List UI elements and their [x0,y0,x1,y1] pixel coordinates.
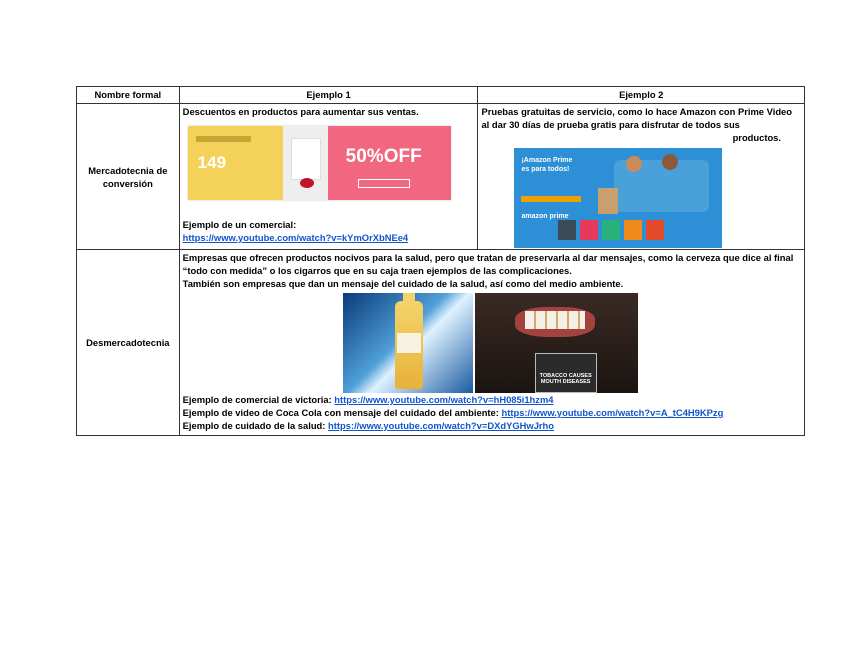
row-label-conversion [77,104,180,250]
commercial-label: Ejemplo de un comercial: [182,219,297,230]
demarketing-images [343,293,801,393]
comparison-table [76,86,805,436]
cell-text: Empresas que ofrecen productos nocivos para la salud, pero que tratan de preservarla al dar mensajes, como la cerveza que dice al final “todo con medida” o los cigarros que en su caja traen ejemplos de las complicaciones. [182,252,794,276]
header-ejemplo-2: Ejemplo 2 [478,87,805,104]
table-header-row [77,87,805,104]
tobacco-warning-text: TOBACCO CAUSES MOUTH DISEASES [539,373,592,385]
header-nombre-formal: Nombre formal [77,87,180,104]
discount-banner-image [188,126,451,200]
header-ejemplo-1: Ejemplo 1 [179,87,478,104]
row-label-text: Desmercadotecnia [86,337,170,348]
corona-beer-image [343,293,473,393]
cell-text: Pruebas gratuitas de servicio, como lo hace Amazon con Prime Video al dar 30 días de prueba gratis para disfrutar de todos sus [481,106,792,130]
amazon-headline: ¡Amazon Prime es para todos! [521,157,573,173]
table-row [77,250,805,436]
youtube-link[interactable]: https://www.youtube.com/watch?v=kYmOrXbNEe4 [182,232,409,243]
cell-desmercadotecnia [179,250,804,436]
example-line: Ejemplo de comercial de victoria: https://www.youtube.com/watch?v=hH085i1hzm4 [182,394,554,405]
row-label-text: Mercadotecnia de conversión [88,164,168,189]
banner-discount: 50%OFF [345,146,422,167]
tobacco-warning-image [475,293,638,393]
youtube-link[interactable]: https://www.youtube.com/watch?v=DXdYGHwJrho [328,420,555,431]
amazon-prime-banner-image [514,148,722,248]
cell-text-end: productos. [732,132,781,143]
cell-ejemplo-2-conversion [478,104,805,250]
youtube-link[interactable]: https://www.youtube.com/watch?v=A_tC4H9KPzg [501,407,724,418]
amazon-logo: amazon prime [521,213,569,220]
row-label-desmercadotecnia [77,250,180,436]
example-line: Ejemplo de cuidado de la salud: https://www.youtube.com/watch?v=DXdYGHwJrho [182,420,555,431]
banner-price: 149 [197,153,227,172]
example-line: Ejemplo de video de Coca Cola con mensaje del cuidado del ambiente: https://www.youtube.com/watch?v=A_tC4H9KPzg [182,407,724,418]
cell-text: Descuentos en productos para aumentar sus ventas. [182,106,419,117]
youtube-link[interactable]: https://www.youtube.com/watch?v=hH085i1hzm4 [334,394,554,405]
table-row [77,104,805,250]
cell-ejemplo-1-conversion [179,104,478,250]
cell-text: También son empresas que dan un mensaje del cuidado de la salud, así como del medio ambiente. [182,278,624,289]
